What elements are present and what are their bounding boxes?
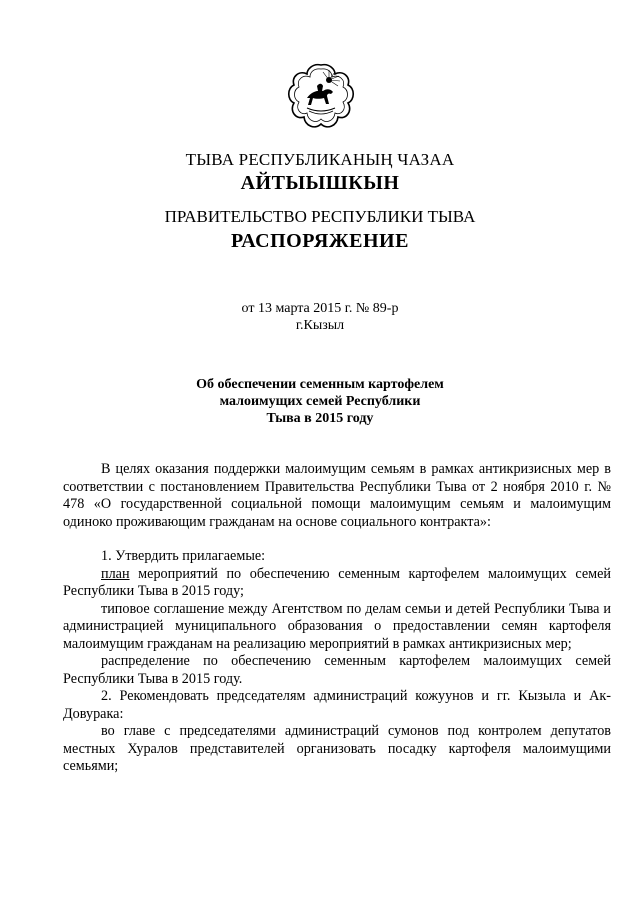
russian-government-heading: ПРАВИТЕЛЬСТВО РЕСПУБЛИКИ ТЫВА <box>164 207 476 226</box>
plan-paragraph <box>63 566 611 601</box>
distribution-paragraph: распределение по обеспечению семенным картофелем малоимущих семей Республики Тыва в 2015 году. <box>63 653 611 687</box>
title-line: Об обеспечении семенным картофелем <box>196 377 444 392</box>
agreement-paragraph: типовое соглашение между Агентством по делам семьи и детей Республики Тыва и администрацией муниципального образования о предоставлении семян картофеля малоимущим гражданам на реализацию мероприятий в рамках антикризисных мер; <box>63 600 611 652</box>
plan-link[interactable]: план <box>101 565 130 582</box>
document-title <box>0 376 640 427</box>
russian-doc-type-heading: РАСПОРЯЖЕНИЕ <box>231 230 409 252</box>
tuvan-doc-type-heading: АЙТЫЫШКЫН <box>240 172 400 194</box>
item-2-paragraph: 2. Рекомендовать председателям администраций кожуунов и гг. Кызыла и Ак-Довурака: <box>63 688 611 722</box>
tuva-coat-of-arms-icon <box>285 60 357 132</box>
plan-text: мероприятий по обеспечению семенным картофелем малоимущих семей Республики Тыва в 2015 году; <box>63 565 611 599</box>
document-body <box>63 461 611 776</box>
item-1-paragraph: 1. Утвердить прилагаемые: <box>101 548 266 564</box>
document-date-number: от 13 марта 2015 г. № 89-р <box>241 301 399 316</box>
document-city: г.Кызыл <box>295 318 345 333</box>
title-line: малоимущих семей Республики <box>219 394 421 409</box>
preamble-paragraph: В целях оказания поддержки малоимущим семьям в рамках антикризисных мер в соответствии с постановлением Правительства Республики Тыва от 2 ноября 2010 г. № 478 «О государственной социальной помощи малоимущим семьям и малоимущим одиноко проживающим гражданам на основе социального контракта»: <box>63 461 611 530</box>
tuvan-government-heading: ТЫВА РЕСПУБЛИКАНЫҢ ЧАЗАА <box>185 150 455 169</box>
item-2-sub-paragraph: во главе с председателями администраций сумонов под контролем депутатов местных Хуралов представителей организовать посадку картофеля малоимущими семьями; <box>63 723 611 774</box>
title-line: Тыва в 2015 году <box>266 411 374 426</box>
